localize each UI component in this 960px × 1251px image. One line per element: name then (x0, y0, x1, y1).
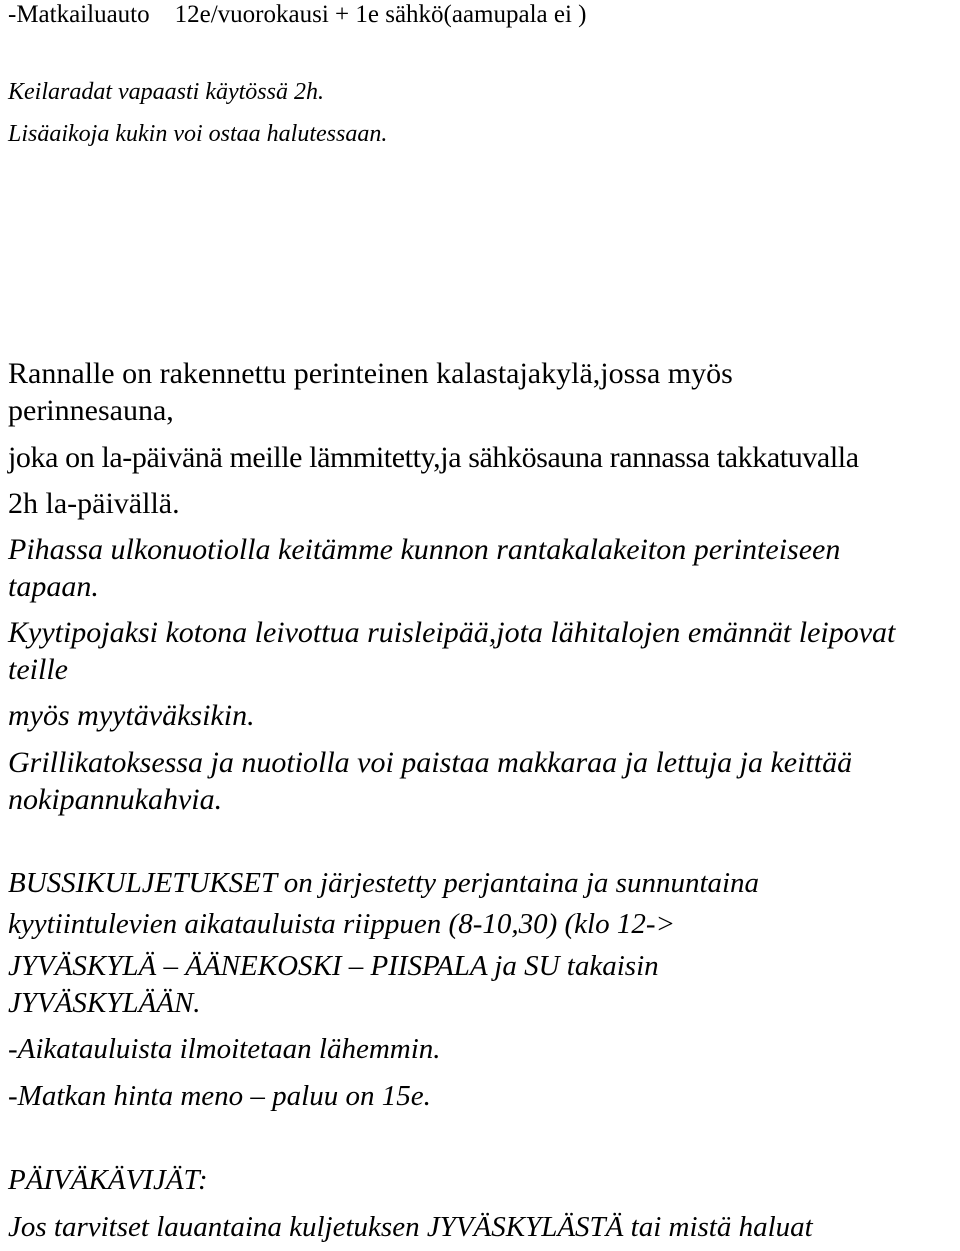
for-sale-line: myös myytäväksikin. (8, 699, 255, 732)
bus-schedule-line: kyytiintulevien aikatauluista riippuen (8-10,30) (klo 12-> (8, 908, 676, 940)
bowling-info-line: Keilaradat vapaasti käytössä 2h. (8, 79, 324, 105)
camper-price-line: -Matkailuauto 12e/vuorokausi + 1e sähkö(aamupala ei ) (8, 1, 587, 28)
day-visitors-transport-line: Jos tarvitset lauantaina kuljetuksen JYVÄSKYLÄSTÄ tai mistä haluat (8, 1211, 813, 1243)
rye-bread-line: Kyytipojaksi kotona leivottua ruisleipää,jota lähitalojen emännät leipovat (8, 616, 896, 649)
rye-bread-line-cont: teille (8, 653, 68, 686)
sauna-line: perinnesauna, (8, 394, 174, 427)
grill-line-cont: nokipannukahvia. (8, 783, 223, 816)
saturday-duration-line: 2h la-päivällä. (8, 487, 180, 520)
fishing-village-line: Rannalle on rakennettu perinteinen kalastajakylä,jossa myös (8, 357, 733, 390)
bus-route-line: JYVÄSKYLÄ – ÄÄNEKOSKI – PIISPALA ja SU takaisin (8, 950, 659, 982)
bus-route-line-cont: JYVÄSKYLÄÄN. (8, 987, 201, 1019)
fish-soup-line-cont: tapaan. (8, 570, 99, 603)
extra-time-line: Lisäaikoja kukin voi ostaa halutessaan. (8, 121, 388, 147)
trip-price-line: -Matkan hinta meno – paluu on 15e. (8, 1080, 431, 1112)
fish-soup-line: Pihassa ulkonuotiolla keitämme kunnon rantakalakeiton perinteiseen (8, 533, 841, 566)
day-visitors-heading: PÄIVÄKÄVIJÄT: (8, 1164, 208, 1196)
sauna-heating-line: joka on la-päivänä meille lämmitetty,ja sähkösauna rannassa takkatuvalla (8, 441, 859, 474)
bus-transport-line: BUSSIKULJETUKSET on järjestetty perjantaina ja sunnuntaina (8, 867, 760, 899)
grill-line: Grillikatoksessa ja nuotiolla voi paistaa makkaraa ja lettuja ja keittää (8, 746, 853, 779)
schedule-notice-line: -Aikatauluista ilmoitetaan lähemmin. (8, 1033, 441, 1065)
